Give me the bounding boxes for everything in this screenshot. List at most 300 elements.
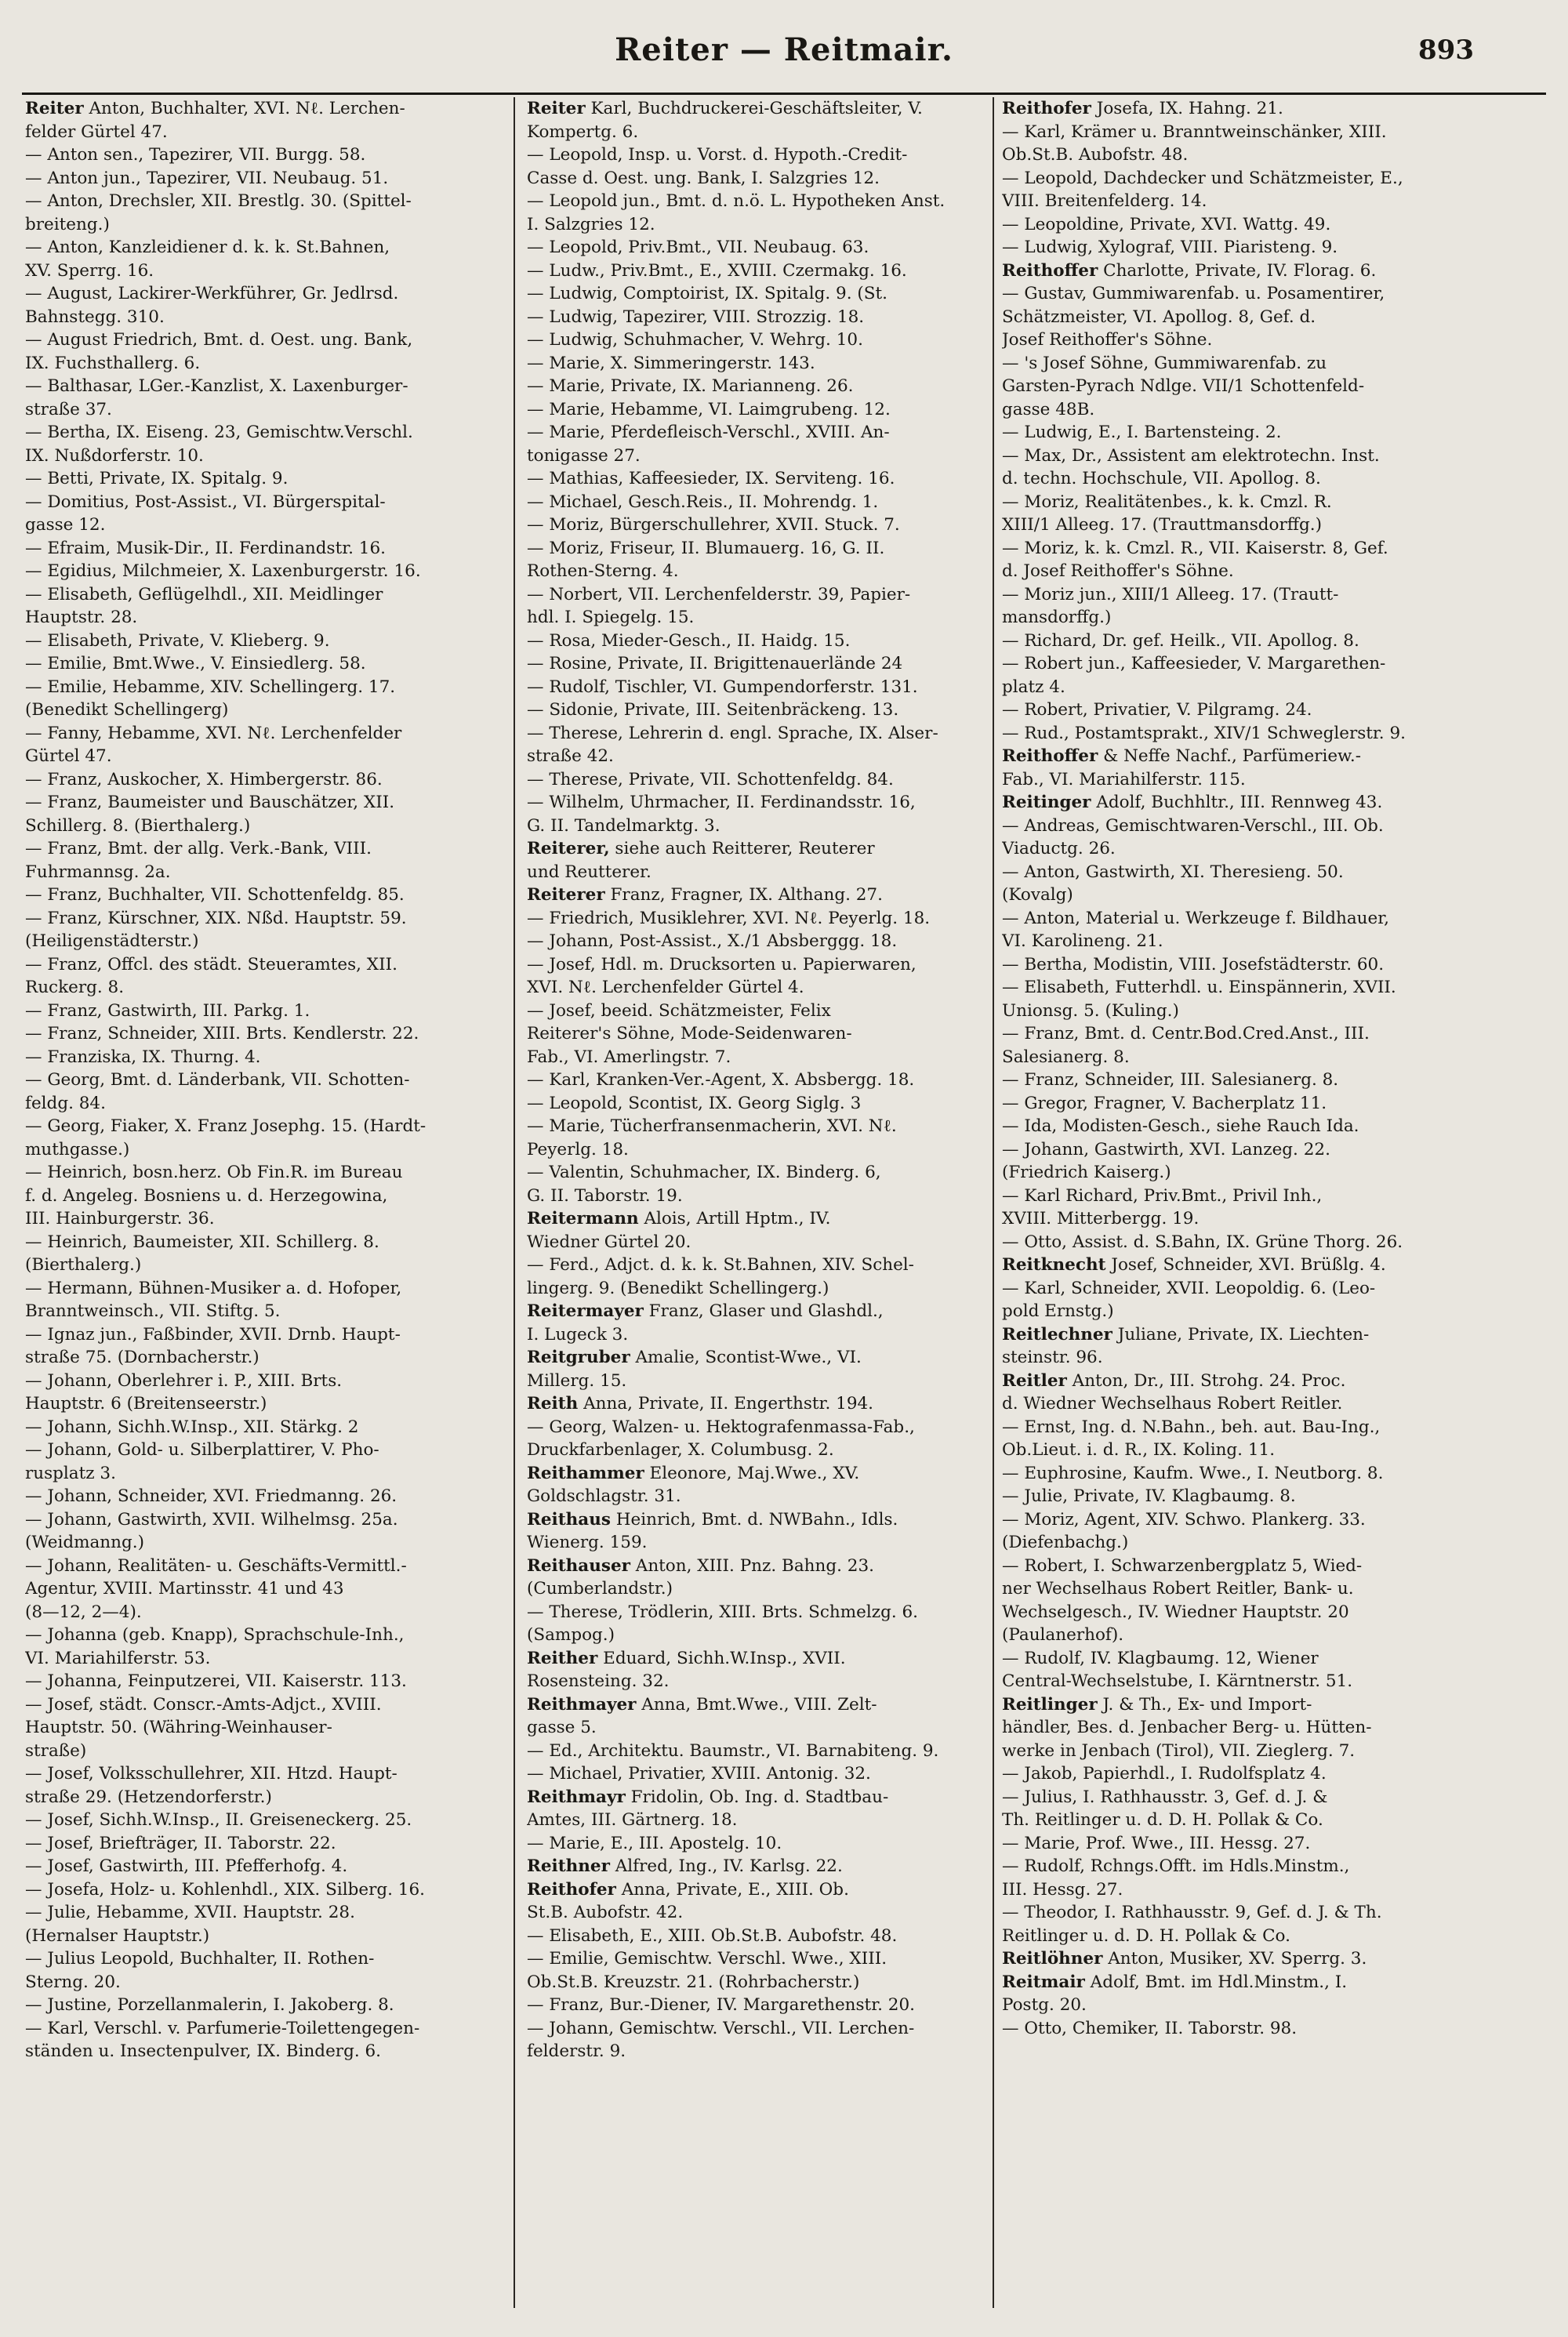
entry-text: — Johann, Gold- u. Silberplattirer, V. Pho- [25, 1440, 379, 1460]
entry-text: — Ed., Architektu. Baumstr., VI. Barnabiteng. 9. [527, 1740, 939, 1761]
directory-entry-line [1002, 421, 1508, 445]
directory-entry-line [1002, 143, 1508, 167]
surname: Reithmayer [527, 1694, 637, 1715]
directory-entry-line [527, 722, 1025, 746]
entry-text: — Franz, Schneider, XIII. Brts. Kendlerstr. 22. [25, 1024, 419, 1043]
entry-text: (Paulanerhof). [1002, 1625, 1124, 1645]
directory-entry-line [1002, 583, 1508, 607]
entry-text: — Johann, Schneider, XVI. Friedmanng. 26. [25, 1486, 397, 1506]
entry-text: lingerg. 9. (Benedikt Schellingerg.) [527, 1278, 829, 1298]
directory-entry-line [1002, 352, 1508, 376]
directory-entry-line [1002, 1531, 1508, 1555]
entry-text: Wechselgesch., IV. Wiedner Hauptstr. 20 [1002, 1602, 1349, 1622]
directory-entry-line [527, 537, 1025, 561]
entry-text: XVI. Nℓ. Lerchenfelder Gürtel 4. [527, 978, 804, 997]
directory-entry-line [25, 328, 523, 352]
entry-text: Viaductg. 26. [1002, 839, 1116, 858]
entry-text: — Franz, Schneider, III. Salesianerg. 8. [1002, 1070, 1339, 1090]
entry-text: — Otto, Assist. d. S.Bahn, IX. Grüne Thorg. 26. [1002, 1232, 1403, 1252]
entry-text: felderstr. 9. [527, 2041, 626, 2061]
column-1 [25, 97, 523, 2316]
entry-text: d. techn. Hochschule, VII. Apollog. 8. [1002, 469, 1321, 488]
directory-entry-line [527, 259, 1025, 283]
directory-entry-line [527, 467, 1025, 491]
column-3 [1002, 97, 1508, 2316]
entry-text: straße 75. (Dornbacherstr.) [25, 1348, 260, 1367]
surname: Reiterer [527, 885, 605, 905]
entry-text: (Benedikt Schellingerg) [25, 700, 229, 720]
entry-text: — Moriz, Bürgerschullehrer, XVII. Stuck. 7. [527, 515, 900, 535]
surname: Reitlinger [1002, 1694, 1098, 1715]
directory-entry-line [527, 1925, 1025, 1948]
entry-text: — Therese, Private, VII. Schottenfeldg. 84. [527, 769, 894, 789]
directory-entry-line [25, 976, 523, 1000]
directory-entry-head [25, 97, 523, 121]
entry-text: — Franz, Bmt. d. Centr.Bod.Cred.Anst., III. [1002, 1024, 1370, 1043]
directory-entry-line [25, 143, 523, 167]
directory-entry-line [1002, 1462, 1508, 1486]
entry-text: — August Friedrich, Bmt. d. Oest. ung. Bank, [25, 330, 413, 350]
entry-text: — Anton, Material u. Werkzeuge f. Bildhauer, [1002, 908, 1389, 928]
entry-text: — Emilie, Gemischtw. Verschl. Wwe., XIII. [527, 1949, 887, 1969]
entry-text: Gürtel 47. [25, 746, 112, 766]
directory-entry-line [527, 652, 1025, 676]
directory-entry-line [25, 1370, 523, 1393]
directory-entry-line [25, 1555, 523, 1578]
entry-text: — Emilie, Bmt.Wwe., V. Einsiedlerg. 58. [25, 654, 366, 673]
directory-entry-line [1002, 1716, 1508, 1740]
entry-text: — Josef, städt. Conscr.-Amts-Adjct., XVIII. [25, 1694, 382, 1715]
directory-entry-line [25, 2040, 523, 2063]
entry-text: — Franziska, IX. Thurng. 4. [25, 1047, 261, 1067]
directory-entry-head [527, 1878, 1025, 1902]
directory-entry-line [1002, 1207, 1508, 1231]
directory-entry-line [1002, 1231, 1508, 1254]
entry-text: ner Wechselhaus Robert Reitler, Bank- u. [1002, 1579, 1354, 1599]
entry-text: straße 42. [527, 746, 614, 766]
entry-text: — Hermann, Bühnen-Musiker a. d. Hofoper, [25, 1278, 402, 1298]
entry-text: — Michael, Privatier, XVIII. Antonig. 32. [527, 1764, 871, 1784]
directory-entry-line [25, 1508, 523, 1532]
directory-entry-line [1002, 167, 1508, 191]
directory-entry-line [25, 1947, 523, 1971]
directory-entry-line [25, 1346, 523, 1370]
entry-text: händler, Bes. d. Jenbacher Berg- u. Hütten- [1002, 1718, 1372, 1737]
directory-entry-line [527, 1138, 1025, 1162]
entry-text: Unionsg. 5. (Kuling.) [1002, 1000, 1179, 1021]
directory-entry-line [25, 1624, 523, 1647]
directory-entry-line [25, 768, 523, 792]
entry-text: Ob.St.B. Kreuzstr. 21. (Rohrbacherstr.) [527, 1972, 860, 1992]
directory-entry-line [1002, 1901, 1508, 1925]
directory-entry-line [527, 1670, 1025, 1693]
entry-text: Karl, Buchdruckerei-Geschäftsleiter, V. [585, 99, 923, 118]
entry-text: — Moriz jun., XIII/1 Alleeg. 17. (Trautt- [1002, 584, 1339, 604]
running-head: Reiter — Reitmair. [615, 31, 953, 68]
entry-text: Ob.Lieut. i. d. R., IX. Koling. 11. [1002, 1440, 1276, 1460]
entry-text: — Gustav, Gummiwarenfab. u. Posamentirer, [1002, 284, 1385, 303]
directory-entry-line [527, 213, 1025, 237]
directory-entry-line [1002, 1508, 1508, 1532]
entry-text: Garsten-Pyrach Ndlge. VII/1 Schottenfeld- [1002, 376, 1365, 396]
directory-entry-line [527, 1231, 1025, 1254]
entry-text: Eleonore, Maj.Wwe., XV. [644, 1463, 860, 1483]
directory-entry-line [1002, 236, 1508, 259]
entry-text: Goldschlagstr. 31. [527, 1486, 681, 1506]
directory-entry-line [1002, 1392, 1508, 1416]
entry-text: — Johann, Gastwirth, XVI. Lanzeg. 22. [1002, 1139, 1330, 1159]
directory-entry-line [527, 1277, 1025, 1301]
entry-text: (Cumberlandstr.) [527, 1579, 673, 1599]
directory-entry-line [25, 445, 523, 468]
directory-entry-line [25, 953, 523, 977]
entry-text: Hauptstr. 28. [25, 608, 138, 627]
entry-text: — Andreas, Gemischtwaren-Verschl., III. Ob. [1002, 815, 1384, 836]
directory-entry-head [1002, 791, 1508, 815]
entry-text: — Josef, beeid. Schätzmeister, Felix [527, 1000, 831, 1021]
directory-entry-line [25, 1323, 523, 1347]
entry-text: — Rudolf, Rchngs.Offt. im Hdls.Minstm., [1002, 1856, 1350, 1876]
entry-text: — Robert, Privatier, V. Pilgramg. 24. [1002, 700, 1312, 720]
directory-entry-line [1002, 699, 1508, 722]
directory-entry-line [1002, 1670, 1508, 1693]
entry-text: VIII. Breitenfelderg. 14. [1002, 191, 1207, 211]
directory-entry-line [1002, 1577, 1508, 1601]
entry-text: — Karl, Schneider, XVII. Leopoldig. 6. (Leo- [1002, 1278, 1376, 1298]
entry-text: — Marie, Prof. Wwe., III. Hessg. 27. [1002, 1833, 1311, 1853]
entry-text: — Justine, Porzellanmalerin, I. Jakoberg. 8. [25, 1995, 394, 2015]
directory-entry-line [527, 1901, 1025, 1925]
entry-text: Central-Wechselstube, I. Kärntnerstr. 51. [1002, 1671, 1353, 1691]
entry-text: f. d. Angeleg. Bosniens u. d. Herzegowina, [25, 1185, 388, 1206]
directory-entry-line [25, 537, 523, 561]
entry-text: Branntweinsch., VII. Stiftg. 5. [25, 1301, 281, 1321]
directory-entry-line [527, 1809, 1025, 1832]
directory-entry-line [1002, 1624, 1508, 1647]
directory-entry-head [527, 1462, 1025, 1486]
directory-entry-line [1002, 1601, 1508, 1624]
directory-entry-line [1002, 1000, 1508, 1023]
directory-entry-line [25, 606, 523, 630]
entry-text: Reitlinger u. d. D. H. Pollak & Co. [1002, 1925, 1290, 1946]
directory-entry-line [25, 467, 523, 491]
directory-entry-head [1002, 1254, 1508, 1277]
surname: Reitlechner [1002, 1324, 1112, 1345]
directory-entry-head [527, 1786, 1025, 1809]
entry-text: — Gregor, Fragner, V. Bacherplatz 11. [1002, 1093, 1327, 1113]
directory-entry-head [1002, 1971, 1508, 1994]
directory-entry-line [25, 1925, 523, 1948]
directory-entry-line [25, 1161, 523, 1185]
directory-entry-line [1002, 491, 1508, 514]
entry-text: ständen u. Insectenpulver, IX. Binderg. 6. [25, 2041, 382, 2061]
entry-text: Fuhrmannsg. 2a. [25, 862, 171, 882]
directory-entry-line [527, 1161, 1025, 1185]
directory-entry-line [1002, 953, 1508, 977]
directory-entry-line [25, 1439, 523, 1462]
entry-text: Adolf, Bmt. im Hdl.Minstm., I. [1084, 1972, 1348, 1992]
entry-text: J. & Th., Ex- und Import- [1097, 1694, 1312, 1715]
entry-text: d. Wiedner Wechselhaus Robert Reitler. [1002, 1394, 1343, 1413]
directory-entry-line [527, 1000, 1025, 1023]
directory-entry-line [527, 1531, 1025, 1555]
entry-text: — Anton, Kanzleidiener d. k. k. St.Bahnen, [25, 238, 390, 257]
directory-entry-line [25, 837, 523, 861]
directory-entry-line [1002, 1439, 1508, 1462]
directory-entry-line [1002, 121, 1508, 144]
entry-text: — Euphrosine, Kaufm. Wwe., I. Neutborg. 8. [1002, 1463, 1384, 1483]
entry-text: gasse 12. [25, 515, 106, 535]
directory-entry-line [1002, 1878, 1508, 1902]
directory-entry-line [25, 213, 523, 237]
directory-entry-line [25, 1693, 523, 1717]
entry-text: rusplatz 3. [25, 1463, 116, 1483]
directory-entry-line [527, 861, 1025, 884]
entry-text: — Julius Leopold, Buchhalter, II. Rothen- [25, 1949, 375, 1969]
directory-entry-line [25, 1416, 523, 1439]
directory-entry-line [25, 1786, 523, 1809]
entry-text: XVIII. Mitterbergg. 19. [1002, 1209, 1200, 1228]
entry-text: Alfred, Ing., IV. Karlsg. 22. [609, 1856, 843, 1876]
directory-entry-line [527, 121, 1025, 144]
entry-text: Eduard, Sichh.W.Insp., XVII. [597, 1648, 846, 1668]
surname: Reiterer, [527, 839, 610, 858]
directory-entry-line [1002, 1416, 1508, 1439]
directory-entry-line [1002, 1647, 1508, 1671]
surname: Reitinger [1002, 793, 1091, 812]
entry-text: III. Hessg. 27. [1002, 1879, 1123, 1900]
surname: Reithofer [1002, 99, 1091, 118]
directory-entry-line [527, 190, 1025, 213]
entry-text: Hauptstr. 6 (Breitenseerstr.) [25, 1394, 267, 1413]
entry-text: — Robert, I. Schwarzenbergplatz 5, Wied- [1002, 1555, 1363, 1576]
entry-text: — Karl, Kranken-Ver.-Agent, X. Absbergg. 18. [527, 1070, 915, 1090]
entry-text: Agentur, XVIII. Martinsstr. 41 und 43 [25, 1579, 344, 1599]
entry-text: — Moriz, Realitätenbes., k. k. Cmzl. R. [1002, 492, 1332, 512]
entry-text: — Fanny, Hebamme, XVI. Nℓ. Lerchenfelder [25, 723, 402, 743]
directory-entry-line [25, 1809, 523, 1832]
entry-text: feldg. 84. [25, 1093, 106, 1113]
surname: Reithofer [527, 1879, 616, 1900]
directory-entry-line [527, 1762, 1025, 1786]
directory-entry-line [25, 1740, 523, 1763]
entry-text: Heinrich, Bmt. d. NWBahn., Idls. [610, 1509, 898, 1530]
entry-text: — Therese, Lehrerin d. engl. Sprache, IX. Alser- [527, 723, 938, 743]
entry-text: VI. Karolineng. 21. [1002, 931, 1163, 951]
directory-entry-line [25, 282, 523, 306]
entry-text: — Leopoldine, Private, XVI. Wattg. 49. [1002, 214, 1331, 234]
directory-entry-line [527, 1185, 1025, 1208]
entry-text: — Leopold, Dachdecker und Schätzmeister, E., [1002, 168, 1403, 188]
entry-text: — Theodor, I. Rathhausstr. 9, Gef. d. J. & Th. [1002, 1903, 1382, 1922]
entry-text: — Norbert, VII. Lerchenfelderstr. 39, Papier- [527, 584, 911, 604]
entry-text: straße 29. (Hetzendorferstr.) [25, 1787, 272, 1807]
surname: Reither [527, 1648, 598, 1668]
directory-entry-head [1002, 97, 1508, 121]
entry-text: — Richard, Dr. gef. Heilk., VII. Apollog. 8. [1002, 630, 1359, 651]
directory-entry-line [1002, 1115, 1508, 1138]
directory-entry-line [1002, 861, 1508, 884]
directory-entry-line [527, 1832, 1025, 1856]
entry-text: — Marie, Pferdefleisch-Verschl., XVIII. An- [527, 423, 890, 442]
entry-text: — Leopold jun., Bmt. d. n.ö. L. Hypotheken Anst. [527, 191, 946, 211]
entry-text: — Leopold, Insp. u. Vorst. d. Hypoth.-Credit- [527, 145, 908, 165]
directory-entry-line [1002, 537, 1508, 561]
entry-text: — Ignaz jun., Faßbinder, XVII. Drnb. Haupt- [25, 1324, 401, 1345]
entry-text: — Sidonie, Private, III. Seitenbräckeng. 13. [527, 700, 899, 720]
directory-entry-head [1002, 745, 1508, 768]
entry-text: — Rosa, Mieder-Gesch., II. Haidg. 15. [527, 630, 851, 651]
directory-entry-line [527, 630, 1025, 653]
entry-text: — Josef, Gastwirth, III. Pfefferhofg. 4. [25, 1856, 348, 1876]
entry-text: siehe auch Reitterer, Reuterer [609, 839, 875, 858]
entry-text: & Neffe Nachf., Parfümeriew.- [1098, 746, 1362, 766]
directory-entry-line [1002, 1855, 1508, 1878]
entry-text: — Efraim, Musik-Dir., II. Ferdinandstr. 16. [25, 538, 386, 558]
directory-entry-head [527, 1647, 1025, 1671]
entry-text: — Elisabeth, Geflügelhdl., XII. Meidlinger [25, 584, 383, 604]
directory-entry-line [25, 190, 523, 213]
directory-entry-line [1002, 630, 1508, 653]
directory-entry-line [527, 1601, 1025, 1624]
directory-entry-line [527, 976, 1025, 1000]
entry-text: G. II. Tandelmarktg. 3. [527, 815, 720, 836]
directory-entry-line [1002, 884, 1508, 907]
entry-text: Charlotte, Private, IV. Florag. 6. [1098, 260, 1377, 281]
directory-entry-line [527, 143, 1025, 167]
directory-entry-line [527, 1416, 1025, 1439]
entry-text: — Marie, Tücherfransenmacherin, XVI. Nℓ. [527, 1116, 897, 1136]
entry-text: — Elisabeth, E., XIII. Ob.St.B. Aubofstr. 48. [527, 1925, 898, 1946]
directory-entry-line [25, 630, 523, 653]
directory-entry-line [25, 1022, 523, 1046]
directory-entry-line [1002, 1832, 1508, 1856]
directory-entry-line [25, 1277, 523, 1301]
directory-entry-line [25, 652, 523, 676]
entry-text: — Josef, Briefträger, II. Taborstr. 22. [25, 1833, 336, 1853]
entry-text: platz 4. [1002, 677, 1065, 697]
entry-text: — Moriz, Agent, XIV. Schwo. Plankerg. 33. [1002, 1509, 1366, 1530]
surname: Reitmair [1002, 1972, 1085, 1992]
directory-entry-line [527, 1624, 1025, 1647]
entry-text: Bahnstegg. 310. [25, 307, 165, 327]
directory-entry-line [527, 236, 1025, 259]
entry-text: (8—12, 2—4). [25, 1602, 142, 1622]
directory-entry-line [25, 1994, 523, 2017]
directory-entry-head [1002, 1370, 1508, 1393]
entry-text: Alois, Artill Hptm., IV. [638, 1209, 831, 1228]
entry-text: gasse 5. [527, 1718, 597, 1737]
entry-text: Anna, Private, E., XIII. Ob. [615, 1879, 849, 1900]
entry-text: — Ida, Modisten-Gesch., siehe Rauch Ida. [1002, 1116, 1359, 1136]
directory-entry-line [527, 1947, 1025, 1971]
entry-text: Wienerg. 159. [527, 1533, 648, 1552]
entry-text: — Elisabeth, Private, V. Klieberg. 9. [25, 630, 330, 651]
entry-text: (Bierthalerg.) [25, 1255, 142, 1275]
directory-entry-line [527, 2017, 1025, 2041]
directory-entry-head [527, 1693, 1025, 1717]
entry-text: Fab., VI. Mariahilferstr. 115. [1002, 769, 1246, 789]
directory-entry-line [1002, 1138, 1508, 1162]
directory-entry-head [527, 1346, 1025, 1370]
directory-entry-line [25, 1000, 523, 1023]
directory-entry-line [25, 1185, 523, 1208]
entry-text: — Franz, Gastwirth, III. Parkg. 1. [25, 1000, 310, 1021]
entry-text: Josef Reithoffer's Söhne. [1002, 330, 1213, 350]
directory-entry-line [25, 1647, 523, 1671]
directory-entry-line [527, 513, 1025, 537]
directory-entry-line [1002, 328, 1508, 352]
directory-entry-line [25, 1531, 523, 1555]
directory-entry-line [25, 1254, 523, 1277]
entry-text: — Wilhelm, Uhrmacher, II. Ferdinandsstr. 16, [527, 793, 916, 812]
surname: Reitlöhner [1002, 1949, 1103, 1969]
directory-entry-line [527, 1115, 1025, 1138]
directory-entry-line [25, 259, 523, 283]
entry-text: und Reutterer. [527, 862, 652, 882]
surname: Reithner [527, 1856, 610, 1876]
surname: Reithammer [527, 1463, 644, 1483]
entry-text: Adolf, Buchhltr., III. Rennweg 43. [1091, 793, 1383, 812]
directory-entry-line [25, 1462, 523, 1486]
directory-entry-line [25, 1901, 523, 1925]
entry-text: Anton, Buchhalter, XVI. Nℓ. Lerchen- [83, 99, 405, 118]
entry-text: — Julius, I. Rathhausstr. 3, Gef. d. J. & [1002, 1787, 1328, 1807]
entry-text: Casse d. Oest. ung. Bank, I. Salzgries 12. [527, 168, 880, 188]
directory-entry-line [1002, 1185, 1508, 1208]
directory-entry-line [1002, 907, 1508, 931]
directory-entry-line [1002, 213, 1508, 237]
directory-entry-line [25, 1878, 523, 1902]
surname: Reitgruber [527, 1348, 630, 1367]
column-2 [527, 97, 1025, 2316]
directory-entry-line [25, 1069, 523, 1092]
directory-entry-line [25, 791, 523, 815]
entry-text: — Ludw., Priv.Bmt., E., XVIII. Czermakg. 16. [527, 260, 907, 281]
directory-entry-line [527, 1022, 1025, 1046]
directory-entry-line [25, 352, 523, 376]
entry-text: — Domitius, Post-Assist., VI. Bürgerspital- [25, 492, 386, 512]
directory-entry-line [25, 236, 523, 259]
entry-text: St.B. Aubofstr. 42. [527, 1903, 684, 1922]
entry-text: — Bertha, IX. Eiseng. 23, Gemischtw.Verschl. [25, 423, 413, 442]
entry-text: Franz, Fragner, IX. Althang. 27. [604, 885, 883, 905]
directory-entry-line [1002, 2017, 1508, 2041]
directory-entry-line [527, 583, 1025, 607]
directory-entry-line [1002, 1300, 1508, 1323]
entry-text: Rosensteing. 32. [527, 1671, 670, 1691]
entry-text: Rothen-Sterng. 4. [527, 561, 679, 581]
directory-entry-line [1002, 1786, 1508, 1809]
entry-text: — Johanna (geb. Knapp), Sprachschule-Inh., [25, 1625, 405, 1645]
directory-entry-line [25, 1231, 523, 1254]
entry-text: — Ferd., Adjct. d. k. k. St.Bahnen, XIV. Schel- [527, 1255, 914, 1275]
entry-text: Peyerlg. 18. [527, 1139, 629, 1159]
directory-entry-line [527, 791, 1025, 815]
surname: Reitermann [527, 1209, 639, 1228]
entry-text: — August, Lackirer-Werkführer, Gr. Jedlrsd. [25, 284, 399, 303]
entry-text: — Leopold, Priv.Bmt., VII. Neubaug. 63. [527, 238, 869, 257]
directory-entry-line [1002, 652, 1508, 676]
directory-entry-line [25, 699, 523, 722]
directory-entry-line [1002, 282, 1508, 306]
directory-entry-line [527, 445, 1025, 468]
entry-text: — Georg, Walzen- u. Hektografenmassa-Fab., [527, 1417, 915, 1437]
entry-text: Sterng. 20. [25, 1972, 121, 1992]
entry-text: — Josef, Hdl. m. Drucksorten u. Papierwaren, [527, 954, 916, 974]
directory-entry-line [25, 2017, 523, 2041]
entry-text: — Jakob, Papierhdl., I. Rudolfsplatz 4. [1002, 1764, 1327, 1784]
